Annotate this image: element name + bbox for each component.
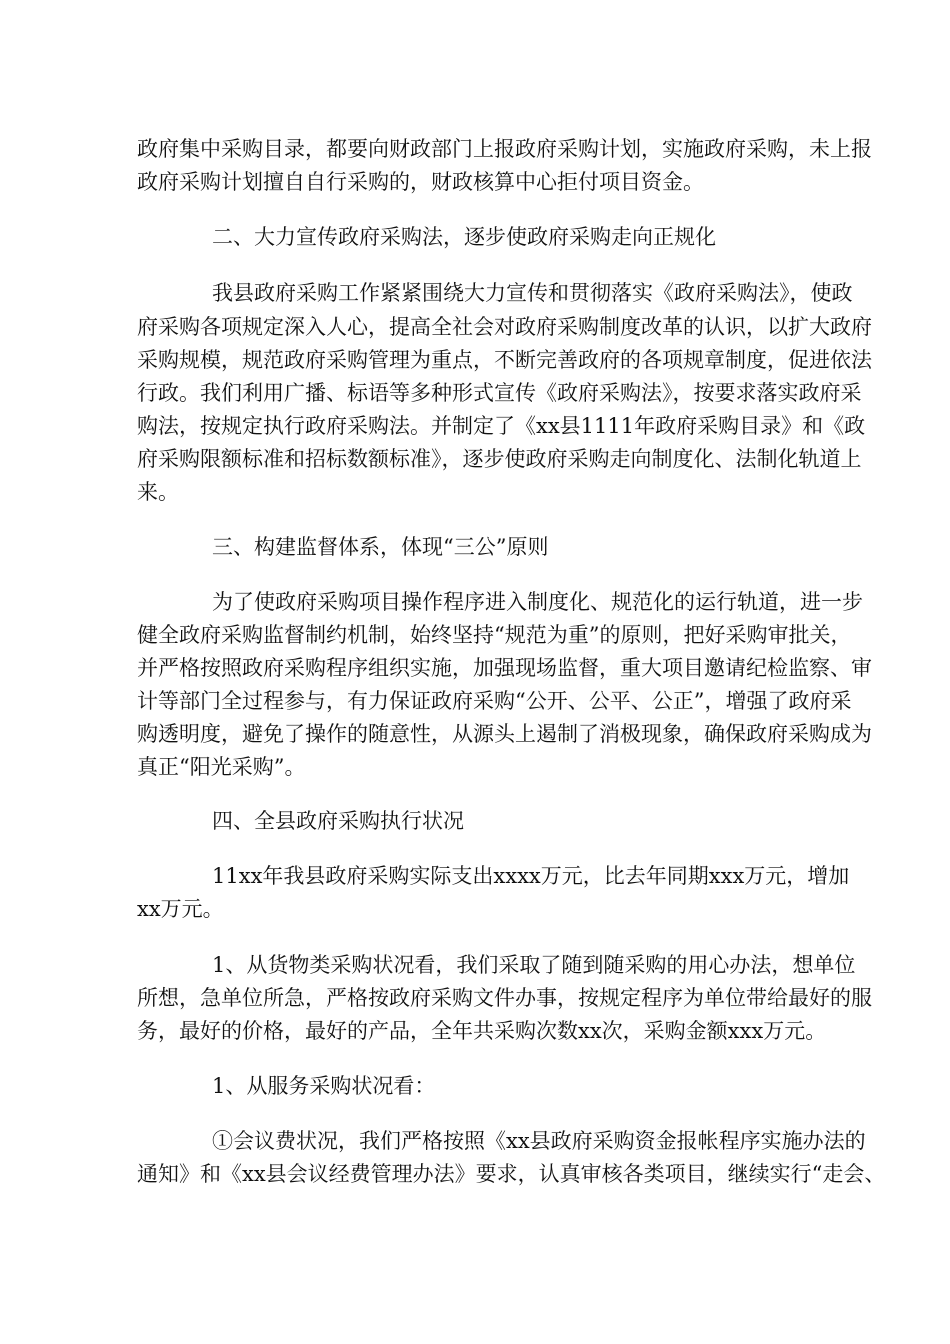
section-heading: 四、全县政府采购执行状况 xyxy=(212,809,464,833)
text-line: 为了使政府采购项目操作程序进入制度化、规范化的运行轨道，进一步 xyxy=(212,590,863,614)
text-line: 真正“阳光采购”。 xyxy=(137,755,306,779)
text-line: 采购规模，规范政府采购管理为重点，不断完善政府的各项规章制度，促进依法 xyxy=(137,348,872,372)
text-line: xx万元。 xyxy=(137,897,224,921)
text-line: 1、从货物类采购状况看，我们采取了随到随采购的用心办法，想单位 xyxy=(212,953,856,977)
text-line: 务，最好的价格，最好的产品，全年共采购次数xx次，采购金额xxx万元。 xyxy=(137,1019,827,1043)
section-heading: 二、大力宣传政府采购法，逐步使政府采购走向正规化 xyxy=(212,225,716,249)
text-line: 健全政府采购监督制约机制，始终坚持“规范为重”的原则，把好采购审批关， xyxy=(137,623,852,647)
sub-heading: 1、从服务采购状况看： xyxy=(212,1074,436,1098)
text-line: 府采购各项规定深入人心，提高全社会对政府采购制度改革的认识，以扩大政府 xyxy=(137,315,872,339)
text-line: ①会议费状况，我们严格按照《xx县政府采购资金报帐程序实施办法的 xyxy=(212,1129,866,1153)
text-line: 行政。我们利用广播、标语等多种形式宣传《政府采购法》，按要求落实政府采 xyxy=(137,381,862,405)
text-line: 所想，急单位所急，严格按政府采购文件办事，按规定程序为单位带给最好的服 xyxy=(137,986,872,1010)
text-line: 通知》和《xx县会议经费管理办法》要求，认真审核各类项目，继续实行“走会、 xyxy=(137,1162,886,1186)
text-line: 计等部门全过程参与，有力保证政府采购“公开、公平、公正”，增强了政府采 xyxy=(137,689,852,713)
section-heading: 三、构建监督体系，体现“三公”原则 xyxy=(212,535,549,559)
text-line: 购法，按规定执行政府采购法。并制定了《xx县1111年政府采购目录》和《政 xyxy=(137,414,866,438)
text-line: 来。 xyxy=(137,480,179,504)
text-line: 我县政府采购工作紧紧围绕大力宣传和贯彻落实《政府采购法》，使政 xyxy=(212,281,853,305)
text-line: 并严格按照政府采购程序组织实施，加强现场监督，重大项目邀请纪检监察、审 xyxy=(137,656,872,680)
text-line: 政府采购计划擅自自行采购的，财政核算中心拒付项目资金。 xyxy=(137,170,704,194)
text-line: 购透明度，避免了操作的随意性，从源头上遏制了消极现象，确保政府采购成为 xyxy=(137,722,872,746)
text-line: 府采购限额标准和招标数额标准》，逐步使政府采购走向制度化、法制化轨道上 xyxy=(137,447,862,471)
text-line: 11xx年我县政府采购实际支出xxxx万元，比去年同期xxx万元，增加 xyxy=(212,864,850,888)
text-line: 政府集中采购目录，都要向财政部门上报政府采购计划，实施政府采购，未上报 xyxy=(137,137,872,161)
